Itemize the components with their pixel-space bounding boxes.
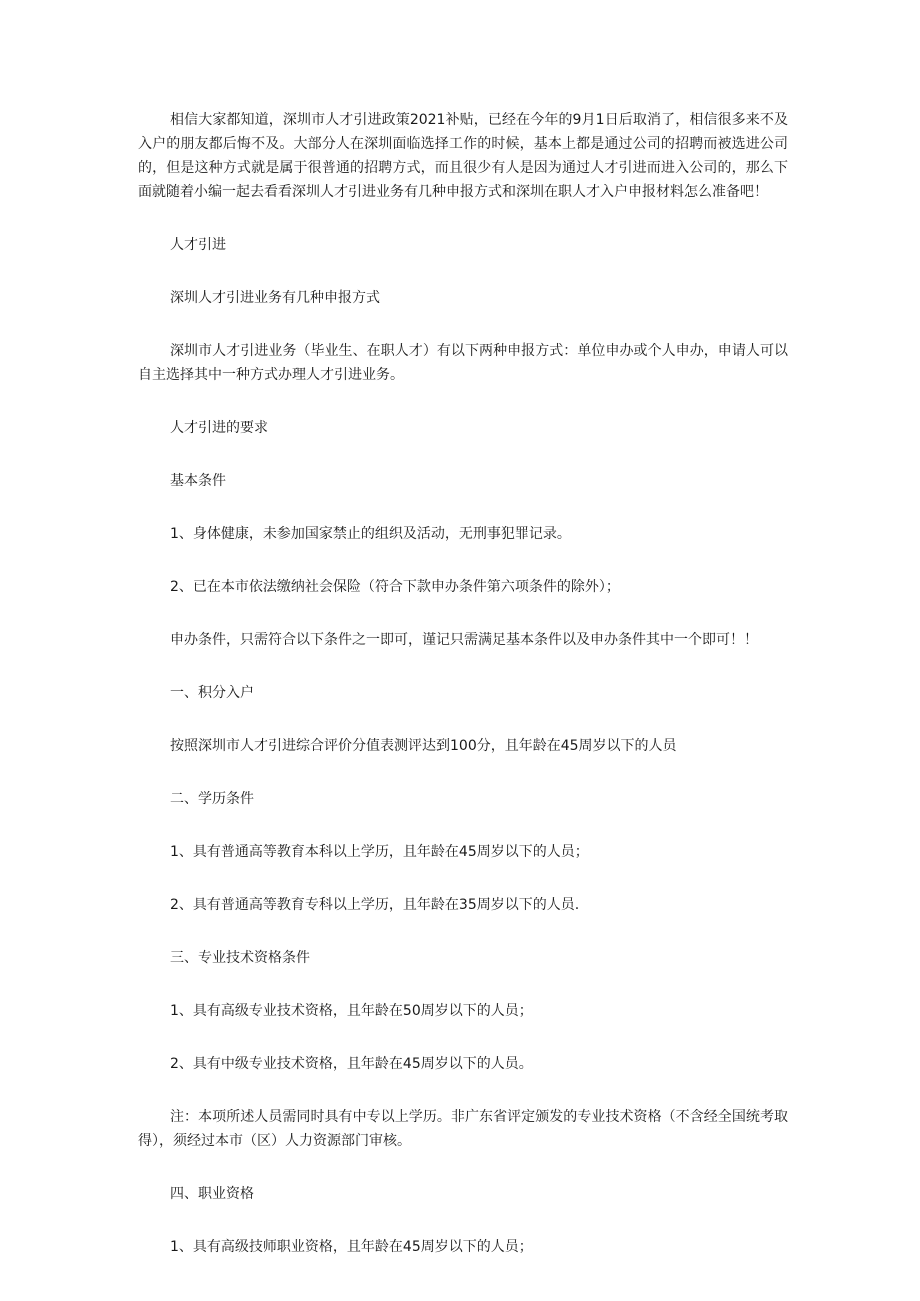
body-paragraph: 申办条件，只需符合以下条件之一即可，谨记只需满足基本条件以及申办条件其中一个即可！！	[170, 632, 758, 648]
body-paragraph: 按照深圳市人才引进综合评价分值表测评达到100分，且年龄在45周岁以下的人员	[170, 738, 677, 754]
section-heading: 三、专业技术资格条件	[170, 950, 310, 966]
section-heading: 二、学历条件	[170, 791, 254, 807]
list-item: 1、身体健康，未参加国家禁止的组织及活动，无刑事犯罪记录。	[170, 526, 571, 542]
note-paragraph: 注：本项所述人员需同时具有中专以上学历。非广东省评定颁发的专业技术资格（不含经全国统考取得），须经过本市（区）人力资源部门审核。	[138, 1109, 788, 1149]
section-heading: 深圳人才引进业务有几种申报方式	[170, 290, 380, 306]
list-item: 1、具有高级专业技术资格，且年龄在50周岁以下的人员；	[170, 1003, 533, 1019]
document-body	[138, 108, 788, 1288]
section-heading: 基本条件	[170, 473, 226, 489]
list-item: 1、具有普通高等教育本科以上学历，且年龄在45周岁以下的人员；	[170, 844, 589, 860]
section-heading: 四、职业资格	[170, 1186, 254, 1202]
body-paragraph: 深圳市人才引进业务（毕业生、在职人才）有以下两种申报方式：单位申办或个人申办，申请人可以自主选择其中一种方式办理人才引进业务。	[138, 343, 788, 383]
intro-paragraph: 相信大家都知道，深圳市人才引进政策2021补贴，已经在今年的9月1日后取消了，相信很多来不及入户的朋友都后悔不及。大部分人在深圳面临选择工作的时候，基本上都是通过公司的招聘而被选进公司的，但是这种方式就是属于很普通的招聘方式，而且很少有人是因为通过人才引进而进入公司的，那么下面就随着小编一起去看看深圳人才引进业务有几种申报方式和深圳在职人才入户申报材料怎么准备吧！	[138, 112, 788, 200]
list-item: 2、已在本市依法缴纳社会保险（符合下款申办条件第六项条件的除外）；	[170, 579, 620, 595]
list-item: 2、具有普通高等教育专科以上学历，且年龄在35周岁以下的人员.	[170, 897, 580, 913]
section-heading: 人才引进	[170, 237, 226, 253]
list-item: 2、具有中级专业技术资格，且年龄在45周岁以下的人员。	[170, 1056, 533, 1072]
section-heading: 一、积分入户	[170, 685, 254, 701]
section-heading: 人才引进的要求	[170, 420, 268, 436]
list-item: 1、具有高级技师职业资格，且年龄在45周岁以下的人员；	[170, 1239, 533, 1255]
